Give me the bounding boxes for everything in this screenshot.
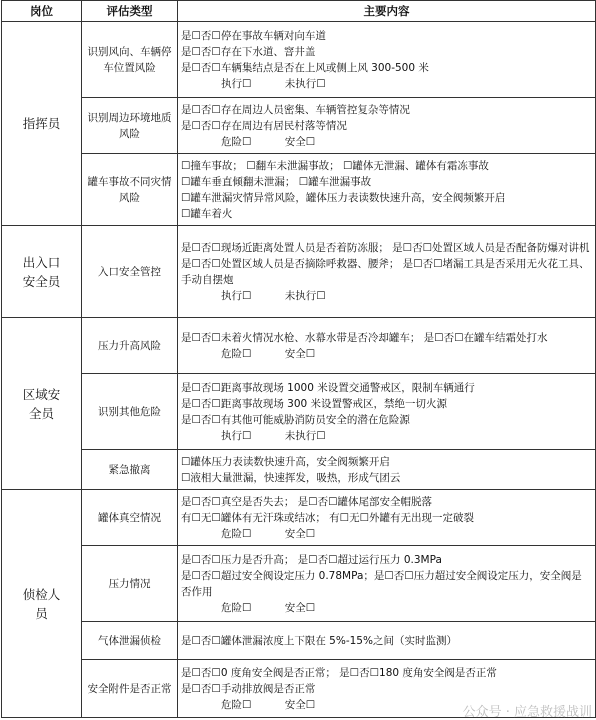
risk-type: 识别其他危险 xyxy=(82,374,178,450)
table-row xyxy=(2,154,596,226)
content-text: 是☐否☐超过安全阀设定压力 0.78MPa；是☐否☐压力超过安全阀设定压力，安全阀是否作用 xyxy=(181,569,582,598)
table-row xyxy=(2,318,596,374)
risk-type: 识别风向、车辆停车位置风险 xyxy=(82,22,178,98)
content-text: 是☐否☐现场近距离处置人员是否着防冻服； 是☐否☐处置区域人员是否配备防爆对讲机 xyxy=(181,241,590,254)
status-line: 危险☐ 安全☐ xyxy=(221,601,316,614)
status-line: 危险☐ 安全☐ xyxy=(221,527,316,540)
content-line: ☐撞车事故； ☐翻车未泄漏事故； ☐罐体无泄漏、罐体有霜冻事故 xyxy=(181,159,489,172)
content-cell xyxy=(178,154,596,226)
content-line: 是☐否☐停在事故车辆对向车道 xyxy=(181,29,326,42)
role-area: 区域安全员 xyxy=(2,318,82,490)
content-line: ☐罐体压力表读数快速升高，安全阀频繁开启 xyxy=(181,455,390,468)
content-line: 有☐无☐罐体有无汗珠或结冰； 有☐无☐外罐有无出现一定破裂 xyxy=(181,511,474,524)
content-cell xyxy=(178,546,596,622)
header-content: 主要内容 xyxy=(178,1,596,22)
content-cell xyxy=(178,226,596,318)
status-line: 执行☐ 未执行☐ xyxy=(221,289,326,302)
risk-type: 气体泄漏侦检 xyxy=(82,622,178,660)
table-row xyxy=(2,490,596,546)
table-row xyxy=(2,226,596,318)
risk-type: 识别周边环境地质风险 xyxy=(82,98,178,154)
role-scout: 侦检人员 xyxy=(2,490,82,718)
content-line: 是☐否☐距离事故现场 1000 米设置交通警戒区，限制车辆通行 xyxy=(181,381,475,394)
content-line: ☐罐车着火 xyxy=(181,207,233,220)
status-line: 危险☐ 安全☐ xyxy=(221,698,316,711)
status-line: 执行☐ 未执行☐ xyxy=(221,429,326,442)
status-line: 危险☐ 安全☐ xyxy=(221,347,316,360)
assessment-table xyxy=(1,0,596,718)
header-type: 评估类型 xyxy=(82,1,178,22)
content-line: 是☐否☐距离事故现场 300 米设置警戒区，禁绝一切火源 xyxy=(181,397,448,410)
content-line: 是☐否☐罐体泄漏浓度上下限在 5%-15%之间（实时监测） xyxy=(181,634,457,647)
content-line: 是☐否☐压力是否升高； 是☐否☐超过运行压力 0.3MPa xyxy=(181,553,442,566)
risk-type: 压力情况 xyxy=(82,546,178,622)
content-line: 是☐否☐车辆集结点是否在上风或侧上风 300-500 米 xyxy=(181,61,429,74)
risk-type: 入口安全管控 xyxy=(82,226,178,318)
risk-type: 罐车事故不同灾情风险 xyxy=(82,154,178,226)
content-line: 是☐否☐存在周边人员密集、车辆管控复杂等情况 xyxy=(181,103,410,116)
header-post: 岗位 xyxy=(2,1,82,22)
table-header-row xyxy=(2,1,596,22)
table-row xyxy=(2,450,596,490)
status-line: 执行☐ 未执行☐ xyxy=(221,77,326,90)
content-text: 是☐否☐未着火情况水枪、水幕水带是否冷却罐车； 是☐否☐在罐车结霜处打水 xyxy=(181,331,548,344)
risk-type: 紧急撤离 xyxy=(82,450,178,490)
content-line: 是☐否☐手动排放阀是否正常 xyxy=(181,682,316,695)
table-row xyxy=(2,622,596,660)
table-row xyxy=(2,374,596,450)
content-cell xyxy=(178,374,596,450)
risk-type: 压力升高风险 xyxy=(82,318,178,374)
content-line: 是☐否☐存在下水道、窨井盖 xyxy=(181,45,316,58)
content-line: ☐罐车垂直倾翻未泄漏； ☐罐车泄漏事故 xyxy=(181,175,372,188)
content-line: 是☐否☐存在周边有居民村落等情况 xyxy=(181,119,347,132)
content-line: ☐液相大量泄漏，快速挥发，吸热，形成气团云 xyxy=(181,471,401,484)
table-row xyxy=(2,546,596,622)
content-cell xyxy=(178,490,596,546)
content-line: 是☐否☐有其他可能威胁消防员安全的潜在危险源 xyxy=(181,413,410,426)
watermark: 公众号 · 应急救援战训 xyxy=(462,705,592,720)
content-line: 是☐否☐0 度角安全阀是否正常； 是☐否☐180 度角安全阀是否正常 xyxy=(181,666,497,679)
risk-type: 罐体真空情况 xyxy=(82,490,178,546)
content-cell xyxy=(178,98,596,154)
content-line: ☐罐车泄漏灾情异常风险，罐体压力表读数快速升高，安全阀频繁开启 xyxy=(181,191,506,204)
content-cell xyxy=(178,22,596,98)
table-row xyxy=(2,98,596,154)
content-text: 是☐否☐处置区域人员是否摘除呼救器、腰斧； 是☐否☐堵漏工具是否采用无火花工具、手动自摆炮 xyxy=(181,257,590,286)
risk-type: 安全附件是否正常 xyxy=(82,660,178,718)
content-cell xyxy=(178,318,596,374)
table-row xyxy=(2,22,596,98)
content-line: 是☐否☐真空是否失去； 是☐否☐罐体尾部安全帽脱落 xyxy=(181,495,432,508)
role-entry: 出入口安全员 xyxy=(2,226,82,318)
role-commander: 指挥员 xyxy=(2,22,82,226)
status-line: 危险☐ 安全☐ xyxy=(221,135,316,148)
content-cell xyxy=(178,450,596,490)
content-cell xyxy=(178,622,596,660)
